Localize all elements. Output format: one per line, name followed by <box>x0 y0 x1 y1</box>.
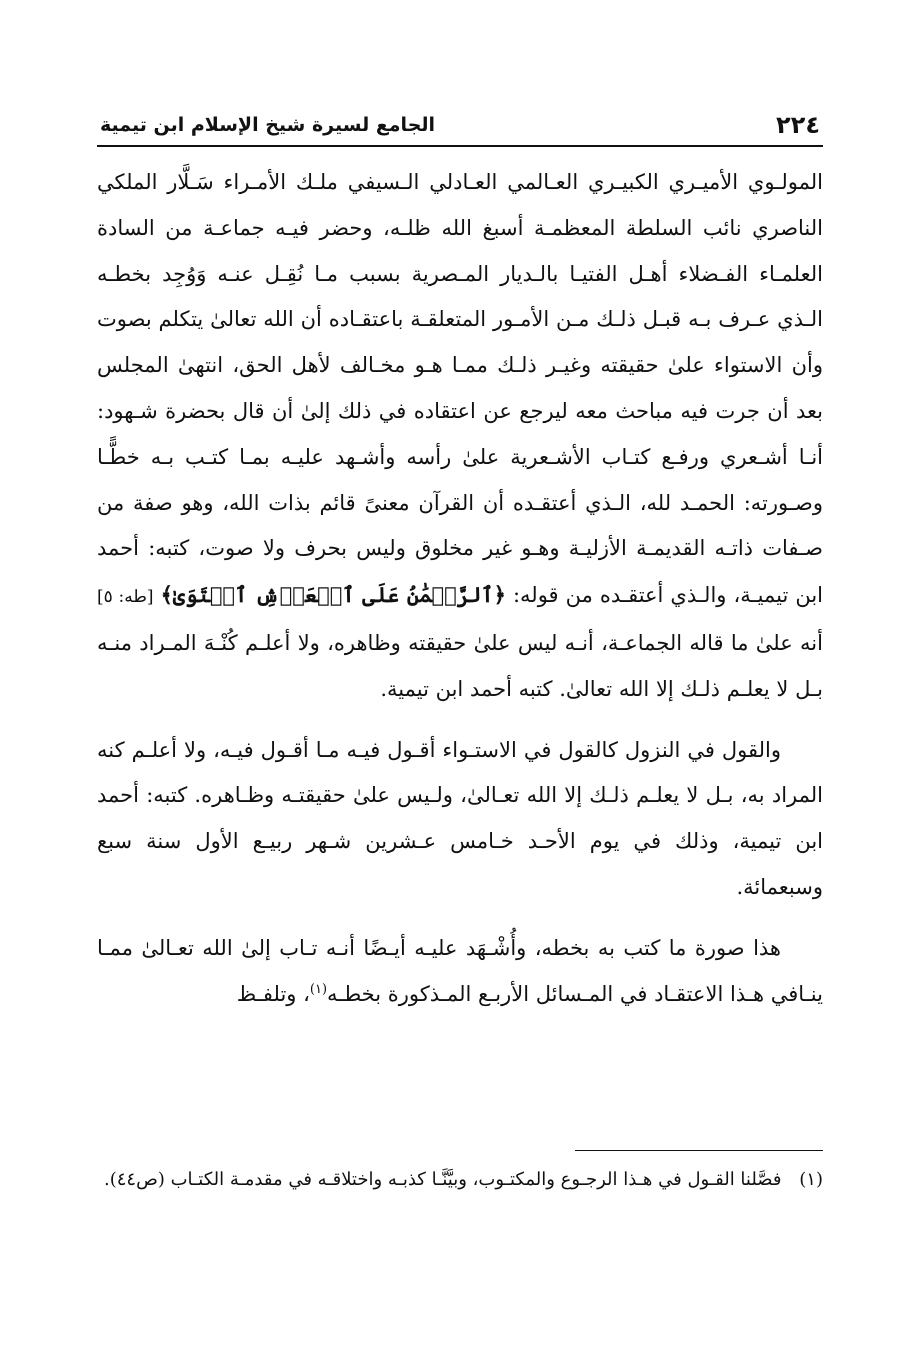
paragraph-1-text: المولـوي الأميـري الكبيـري العـالمي العـادلي الـسيفي ملـك الأمـراء سَـلَّار الملكي الناصري نائب السلطة المعظمـة أسبغ الله ظلـه، وحضر فيـه جماعـة من السادة العلمـاء الفـضلاء أهـل الفتيـا بالـديار المـصرية بسبب مـا نُقِـل عنـه وَوُجِد بخطـه الـذي عـرف بـه قبـل ذلـك مـن الأمـور المتعلقـة باعتقـاده أن الله تعالىٰ يتكلم بصوت وأن الاستواء علىٰ حقيقته وغيـر ذلـك ممـا هـو مخـالف لأهل الحق، انتهىٰ المجلس بعد أن جرت فيه مباحث معه ليرجع عن اعتقاده في ذلك إلىٰ أن قال بحضرة شـهود: أنـا أشـعري ورفـع كتـاب الأشـعرية علىٰ رأسه وأشـهد عليـه بمـا كتـب بـه خطًّـا وصـورته: الحمـد لله، الـذي أعتقـده أن القرآن معنىً قائم بذات الله، وهو صفة من صـفات ذاتـه القديمـة الأزليـة وهـو غير مخلوق وليس بحرف ولا صوت، كتبه: أحمد ابن تيميـة، والـذي أعتقـده من قوله: <box>97 170 823 608</box>
footnote-separator <box>575 1150 823 1151</box>
verse-reference: [طه: ٥] <box>97 587 154 608</box>
footnote-1 <box>97 1160 823 1200</box>
main-text <box>97 160 823 1017</box>
footnote-reference-marker[interactable]: (١) <box>309 981 328 997</box>
paragraph-3-tail: ، وتلفـظ <box>236 981 310 1006</box>
paragraph-1 <box>97 160 823 713</box>
paragraph-1-continuation: أنه علىٰ ما قاله الجماعـة، أنـه ليس علىٰ حقيقته وظاهره، ولا أعلـم كُنْـهَ المـراد منـه بـل لا يعلـم ذلـك إلا الله تعالىٰ. كتبه أحمد ابن تيمية. <box>97 630 823 701</box>
running-header <box>100 108 820 142</box>
page-number: ٢٢٤ <box>776 111 820 139</box>
book-title-header: الجامع لسيرة شيخ الإسلام ابن تيمية <box>100 114 436 136</box>
paragraph-3-text: هذا صورة ما كتب به بخطه، وأُشْـهَد عليـه أيـضًا أنـه تـاب إلىٰ الله تعـالىٰ ممـا ينـافي هـذا الاعتقـاد في المـسائل الأربـع المـذكورة بخطـه <box>97 935 823 1006</box>
paragraph-2: والقول في النزول كالقول في الاستـواء أقـول فيـه مـا أقـول فيـه، ولا أعلـم كنه المراد به، بـل لا يعلـم ذلـك إلا الله تعـالىٰ، ولـيس علىٰ حقيقتـه وظـاهره. كتبه: أحمد ابن تيمية، وذلك في يوم الأحـد خـامس عـشرين شـهر ربيـع الأول سنة سبع وسبعمائة. <box>97 737 823 899</box>
footnote-marker: (١) <box>799 1169 823 1190</box>
footnote <box>97 1160 823 1200</box>
paragraph-3 <box>97 926 823 1018</box>
footnote-text: فصَّلنا القـول في هـذا الرجـوع والمكتـوب، وبيَّنَّـا كذبـه واختلاقـه في مقدمـة الكتـاب (ص٤٤). <box>103 1169 782 1190</box>
header-rule <box>97 145 823 147</box>
quran-verse: ﴿ٱلرَّحۡمَٰنُ عَلَى ٱلۡعَرۡشِ ٱسۡتَوَىٰ﴾ <box>160 582 506 608</box>
